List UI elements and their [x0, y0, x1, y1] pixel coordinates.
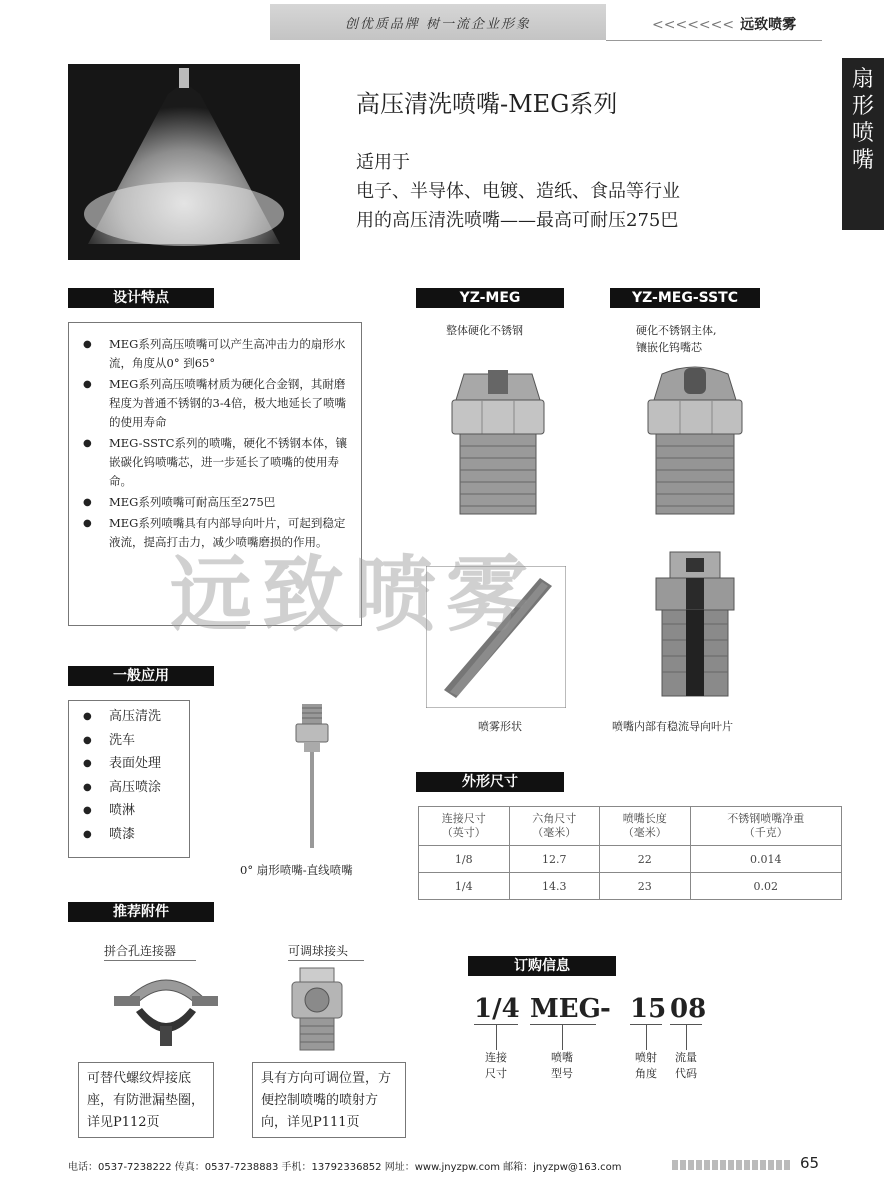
- order-label-line: 代码: [675, 1067, 697, 1080]
- header-unit: （英寸）: [441, 826, 486, 839]
- table-header-cell: [600, 807, 691, 846]
- feature-item: ● MEG系列喷嘴具有内部导向叶片，可起到稳定液流，提高打击力，减少喷嘴磨损的作用。: [83, 514, 353, 552]
- table-row: [419, 873, 842, 900]
- order-code-model: MEG: [530, 994, 601, 1024]
- ordering-heading: 订购信息: [468, 956, 616, 976]
- order-label-model: [544, 1050, 580, 1082]
- table-row: [419, 846, 842, 873]
- header-divider: [606, 40, 822, 41]
- order-code-flow: 08: [670, 994, 707, 1024]
- header-line: 不锈钢喷嘴净重: [727, 812, 805, 825]
- header-arrows: <<<<<<<: [652, 17, 735, 33]
- application-item: ● 喷漆: [83, 823, 189, 847]
- feature-item: ● MEG系列高压喷嘴可以产生高冲击力的扇形水流，角度从0° 到65°: [83, 335, 353, 373]
- header-slogan: 创优质品牌 树一流企业形象: [270, 4, 606, 40]
- design-heading: 设计特点: [68, 288, 214, 308]
- header-unit: （千克）: [743, 826, 788, 839]
- order-label-angle: [628, 1050, 664, 1082]
- header-line: 六角尺寸: [532, 812, 577, 825]
- order-label-line: 角度: [635, 1067, 657, 1080]
- code-tick: [646, 1024, 647, 1050]
- header-brand: [652, 14, 796, 34]
- table-cell: 23: [600, 873, 691, 900]
- straight-nozzle-caption: 0° 扇形喷嘴-直线喷嘴: [240, 863, 353, 877]
- intro-line: 用的高压清洗喷嘴——最高可耐压275巴: [356, 210, 679, 231]
- nozzle-cutaway-image: [650, 548, 740, 700]
- spray-photo-graphic: [68, 64, 300, 260]
- accessory2-description: 具有方向可调位置，方便控制喷嘴的喷射方向，详见P111页: [252, 1062, 406, 1138]
- header-unit: （毫米）: [532, 826, 577, 839]
- order-label-size: [478, 1050, 514, 1082]
- table-cell: 1/8: [419, 846, 510, 873]
- model2-desc-line: 镶嵌化钨嘴芯: [636, 341, 702, 354]
- table-header-cell: [690, 807, 842, 846]
- general-heading: 一般应用: [68, 666, 214, 686]
- meg-nozzle-image: [444, 360, 552, 520]
- model2-description: [636, 322, 717, 356]
- accessory1-description: 可替代螺纹焊接底座，有防泄漏垫圈，详见P112页: [78, 1062, 214, 1138]
- side-tab-char: 形: [851, 94, 874, 119]
- split-clamp-image: [106, 968, 226, 1050]
- footer-contact: 电话：0537-7238222 传真：0537-7238883 手机：13792336852 网址：www.jnyzpw.com 邮箱：jnyzpw@163.com: [68, 1162, 622, 1173]
- table-header-row: [419, 807, 842, 846]
- order-label-line: 流量: [675, 1051, 697, 1064]
- order-label-line: 型号: [551, 1067, 573, 1080]
- accessory1-underline: [104, 960, 196, 961]
- model2-tag: YZ-MEG-SSTC: [610, 288, 760, 308]
- spray-pattern-caption: 喷雾形状: [478, 720, 522, 733]
- model1-description: 整体硬化不锈钢: [446, 324, 523, 337]
- table-cell: 1/4: [419, 873, 510, 900]
- order-code-dash: -: [600, 994, 611, 1024]
- table-cell: 0.014: [690, 846, 842, 873]
- application-item: ● 喷淋: [83, 799, 189, 823]
- header-line: 喷嘴长度: [622, 812, 667, 825]
- intro-line: 电子、半导体、电镀、造纸、食品等行业: [356, 181, 680, 202]
- application-item: ● 洗车: [83, 729, 189, 753]
- order-label-line: 喷嘴: [551, 1051, 573, 1064]
- applications-box: [68, 700, 190, 858]
- model2-desc-line: 硬化不锈钢主体,: [636, 324, 717, 337]
- side-tab-char: 扇: [851, 67, 874, 92]
- table-cell: 12.7: [509, 846, 600, 873]
- code-tick: [686, 1024, 687, 1050]
- header-line: 连接尺寸: [441, 812, 486, 825]
- cutaway-caption: 喷嘴内部有稳流导向叶片: [612, 720, 733, 733]
- side-category-tab: [842, 58, 884, 230]
- table-header-cell: [419, 807, 510, 846]
- brand-name: 远致喷雾: [740, 17, 797, 33]
- footer-decoration: [672, 1160, 792, 1170]
- feature-item: ● MEG-SSTC系列的喷嘴，硬化不锈钢本体，镶嵌碳化钨喷嘴芯，进一步延长了喷嘴的使用寿命。: [83, 434, 353, 491]
- model1-tag: YZ-MEG: [416, 288, 564, 308]
- order-label-flow: [668, 1050, 704, 1082]
- application-item: ● 高压清洗: [83, 705, 189, 729]
- table-cell: 0.02: [690, 873, 842, 900]
- order-label-line: 尺寸: [485, 1067, 507, 1080]
- watermark: 远致喷雾: [170, 548, 539, 643]
- code-underline: [530, 1024, 596, 1025]
- code-tick: [496, 1024, 497, 1050]
- accessories-heading: 推荐附件: [68, 902, 214, 922]
- feature-item: ● MEG系列高压喷嘴材质为硬化合金钢，其耐磨程度为普通不锈钢的3-4倍，极大地延长了喷嘴的使用寿命: [83, 375, 353, 432]
- intro-text: [356, 148, 680, 235]
- accessory2-label: 可调球接头: [288, 944, 349, 958]
- dimensions-heading: 外形尺寸: [416, 772, 564, 792]
- table-cell: 14.3: [509, 873, 600, 900]
- order-label-line: 连接: [485, 1051, 507, 1064]
- dimensions-table: [418, 806, 842, 900]
- application-item: ● 表面处理: [83, 752, 189, 776]
- application-item: ● 高压喷涂: [83, 776, 189, 800]
- order-code-angle: 15: [630, 994, 667, 1024]
- page-title: 高压清洗喷嘴-MEG系列: [356, 90, 618, 118]
- table-cell: 22: [600, 846, 691, 873]
- page-number: 65: [800, 1154, 820, 1172]
- header-unit: （毫米）: [622, 826, 667, 839]
- straight-nozzle-image: [292, 704, 332, 852]
- side-tab-char: 喷: [851, 121, 874, 146]
- feature-item: ● MEG系列喷嘴可耐高压至275巴: [83, 493, 353, 512]
- order-label-line: 喷射: [635, 1051, 657, 1064]
- spray-photo: [68, 64, 300, 260]
- code-tick: [562, 1024, 563, 1050]
- meg-sstc-nozzle-image: [640, 360, 750, 520]
- ball-joint-image: [282, 966, 352, 1056]
- table-header-cell: [509, 807, 600, 846]
- intro-line: 适用于: [356, 152, 410, 173]
- accessory2-underline: [288, 960, 364, 961]
- side-tab-char: 嘴: [851, 148, 874, 173]
- order-code-size: 1/4: [474, 994, 520, 1024]
- accessory1-label: 拼合孔连接器: [104, 944, 177, 958]
